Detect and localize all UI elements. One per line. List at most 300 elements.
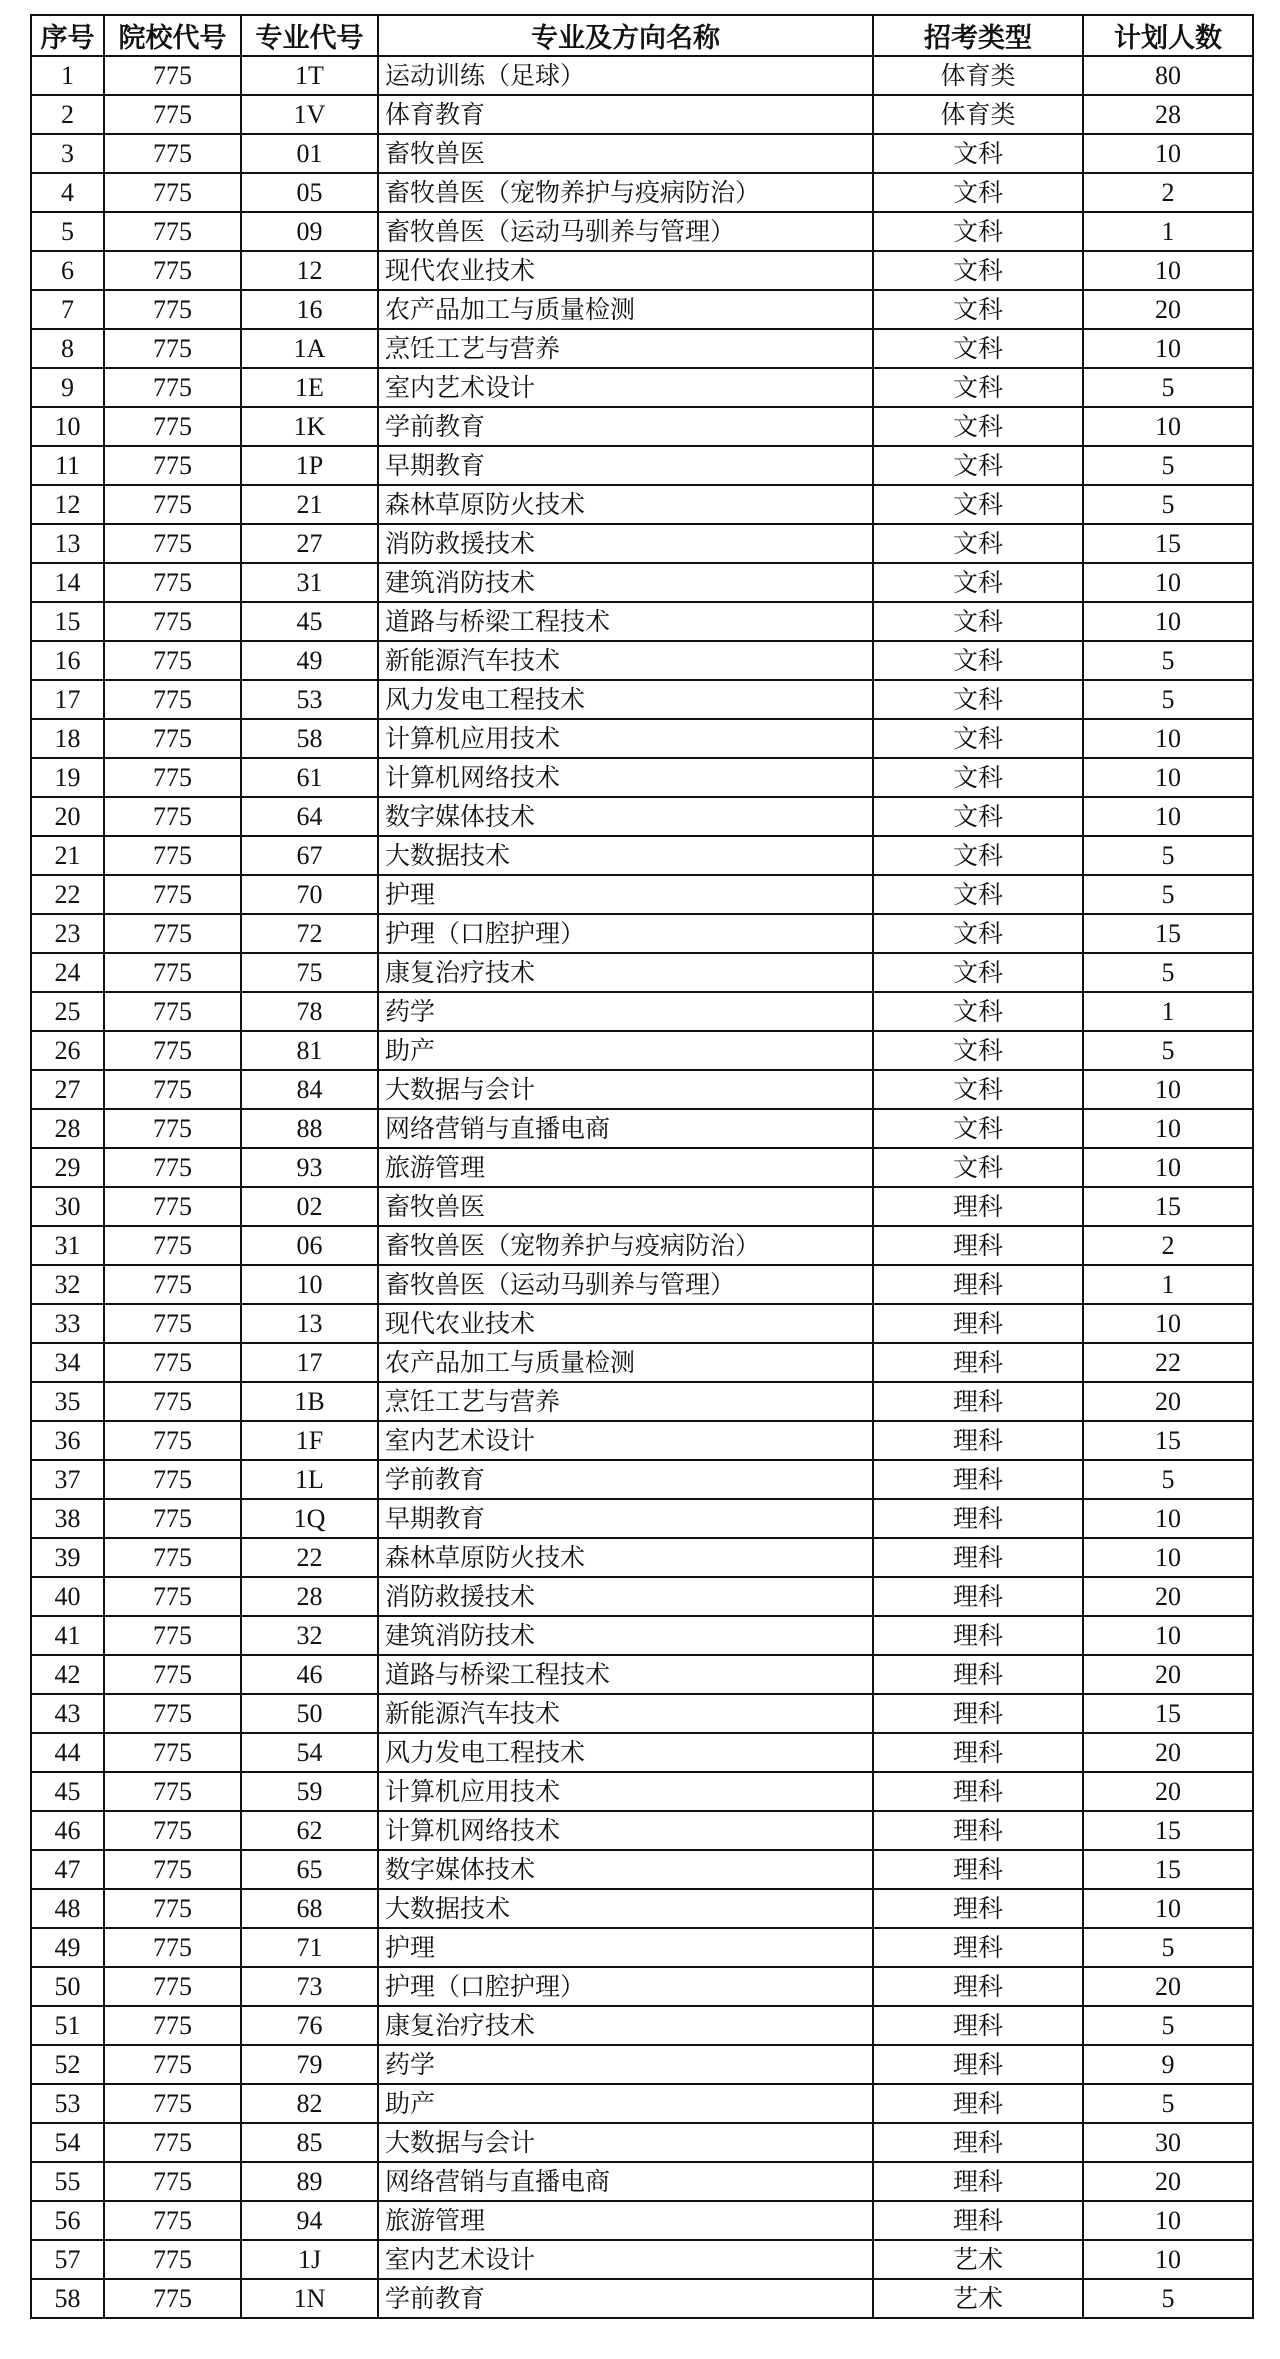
cell-planned-count: 10 [1083,1070,1253,1109]
cell-major-code: 84 [241,1070,378,1109]
cell-planned-count: 28 [1083,95,1253,134]
cell-major-name: 现代农业技术 [378,251,873,290]
cell-planned-count: 10 [1083,1616,1253,1655]
cell-school-code: 775 [104,992,241,1031]
cell-serial-number: 47 [31,1850,104,1889]
cell-school-code: 775 [104,2240,241,2279]
cell-admission-type: 理科 [873,1850,1083,1889]
cell-serial-number: 51 [31,2006,104,2045]
cell-school-code: 775 [104,56,241,95]
table-row [31,1265,1253,1304]
cell-serial-number: 20 [31,797,104,836]
table-row [31,719,1253,758]
cell-admission-type: 理科 [873,1577,1083,1616]
table-row [31,173,1253,212]
cell-admission-type: 文科 [873,680,1083,719]
cell-major-code: 76 [241,2006,378,2045]
cell-admission-type: 文科 [873,251,1083,290]
cell-school-code: 775 [104,485,241,524]
cell-major-code: 09 [241,212,378,251]
cell-planned-count: 30 [1083,2123,1253,2162]
table-row [31,134,1253,173]
cell-serial-number: 53 [31,2084,104,2123]
cell-admission-type: 艺术 [873,2240,1083,2279]
cell-major-code: 73 [241,1967,378,2006]
cell-major-name: 风力发电工程技术 [378,680,873,719]
table-row [31,914,1253,953]
cell-major-name: 森林草原防火技术 [378,485,873,524]
cell-admission-type: 文科 [873,1070,1083,1109]
table-row [31,1031,1253,1070]
cell-planned-count: 10 [1083,407,1253,446]
table-row [31,2240,1253,2279]
cell-admission-type: 文科 [873,212,1083,251]
cell-major-name: 药学 [378,2045,873,2084]
cell-major-name: 康复治疗技术 [378,953,873,992]
cell-planned-count: 5 [1083,1928,1253,1967]
cell-major-name: 数字媒体技术 [378,797,873,836]
cell-major-name: 学前教育 [378,2279,873,2318]
cell-admission-type: 文科 [873,485,1083,524]
cell-admission-type: 理科 [873,1538,1083,1577]
cell-planned-count: 10 [1083,134,1253,173]
cell-major-code: 75 [241,953,378,992]
table-row [31,2084,1253,2123]
cell-major-code: 54 [241,1733,378,1772]
cell-major-code: 71 [241,1928,378,1967]
cell-major-code: 1A [241,329,378,368]
cell-major-name: 体育教育 [378,95,873,134]
cell-serial-number: 39 [31,1538,104,1577]
cell-serial-number: 8 [31,329,104,368]
table-row [31,1226,1253,1265]
cell-serial-number: 33 [31,1304,104,1343]
cell-major-name: 室内艺术设计 [378,368,873,407]
cell-major-code: 1T [241,56,378,95]
cell-serial-number: 50 [31,1967,104,2006]
cell-major-name: 护理 [378,1928,873,1967]
cell-admission-type: 理科 [873,1733,1083,1772]
cell-admission-type: 理科 [873,2123,1083,2162]
cell-serial-number: 23 [31,914,104,953]
header-serial-number: 序号 [31,15,104,56]
cell-major-code: 72 [241,914,378,953]
cell-school-code: 775 [104,1694,241,1733]
cell-major-code: 1B [241,1382,378,1421]
cell-school-code: 775 [104,1109,241,1148]
cell-major-name: 畜牧兽医（宠物养护与疫病防治） [378,1226,873,1265]
cell-serial-number: 1 [31,56,104,95]
cell-school-code: 775 [104,407,241,446]
cell-admission-type: 文科 [873,524,1083,563]
table-row [31,1889,1253,1928]
table-row [31,1109,1253,1148]
cell-school-code: 775 [104,368,241,407]
cell-major-name: 建筑消防技术 [378,1616,873,1655]
cell-school-code: 775 [104,1850,241,1889]
cell-major-name: 建筑消防技术 [378,563,873,602]
cell-serial-number: 26 [31,1031,104,1070]
cell-major-name: 风力发电工程技术 [378,1733,873,1772]
cell-admission-type: 理科 [873,1304,1083,1343]
cell-serial-number: 19 [31,758,104,797]
cell-major-name: 网络营销与直播电商 [378,2162,873,2201]
cell-major-code: 1P [241,446,378,485]
cell-major-name: 农产品加工与质量检测 [378,290,873,329]
cell-admission-type: 理科 [873,1265,1083,1304]
table-row [31,1655,1253,1694]
header-admission-type: 招考类型 [873,15,1083,56]
table-row [31,992,1253,1031]
cell-serial-number: 3 [31,134,104,173]
cell-planned-count: 10 [1083,1889,1253,1928]
cell-planned-count: 5 [1083,2006,1253,2045]
cell-planned-count: 10 [1083,2240,1253,2279]
cell-major-name: 农产品加工与质量检测 [378,1343,873,1382]
cell-admission-type: 理科 [873,1343,1083,1382]
cell-major-code: 1J [241,2240,378,2279]
cell-major-code: 1Q [241,1499,378,1538]
cell-planned-count: 5 [1083,875,1253,914]
cell-major-name: 计算机网络技术 [378,1811,873,1850]
cell-major-code: 82 [241,2084,378,2123]
table-row [31,797,1253,836]
cell-major-code: 93 [241,1148,378,1187]
cell-school-code: 775 [104,797,241,836]
cell-major-code: 05 [241,173,378,212]
cell-admission-type: 文科 [873,407,1083,446]
cell-major-code: 59 [241,1772,378,1811]
table-row [31,2045,1253,2084]
cell-major-name: 学前教育 [378,1460,873,1499]
cell-admission-type: 理科 [873,1655,1083,1694]
cell-planned-count: 2 [1083,1226,1253,1265]
table-row [31,1187,1253,1226]
cell-planned-count: 10 [1083,758,1253,797]
cell-major-code: 1K [241,407,378,446]
cell-school-code: 775 [104,2123,241,2162]
table-row [31,2162,1253,2201]
cell-school-code: 775 [104,290,241,329]
cell-major-code: 10 [241,1265,378,1304]
cell-major-code: 1E [241,368,378,407]
cell-major-code: 67 [241,836,378,875]
cell-major-code: 65 [241,1850,378,1889]
cell-serial-number: 29 [31,1148,104,1187]
cell-admission-type: 理科 [873,2162,1083,2201]
cell-serial-number: 42 [31,1655,104,1694]
cell-planned-count: 5 [1083,836,1253,875]
cell-major-name: 大数据技术 [378,836,873,875]
cell-major-code: 1N [241,2279,378,2318]
cell-major-code: 13 [241,1304,378,1343]
cell-serial-number: 37 [31,1460,104,1499]
cell-school-code: 775 [104,1616,241,1655]
table-row [31,1850,1253,1889]
cell-planned-count: 5 [1083,485,1253,524]
cell-major-code: 28 [241,1577,378,1616]
cell-major-code: 89 [241,2162,378,2201]
cell-major-name: 新能源汽车技术 [378,641,873,680]
table-header-row [31,15,1253,56]
cell-admission-type: 文科 [873,875,1083,914]
cell-serial-number: 2 [31,95,104,134]
cell-serial-number: 5 [31,212,104,251]
cell-planned-count: 10 [1083,563,1253,602]
cell-major-code: 17 [241,1343,378,1382]
table-row [31,290,1253,329]
cell-major-code: 79 [241,2045,378,2084]
table-row [31,1733,1253,1772]
cell-major-code: 94 [241,2201,378,2240]
cell-admission-type: 理科 [873,1811,1083,1850]
table-body [31,56,1253,2318]
cell-admission-type: 体育类 [873,56,1083,95]
cell-major-name: 助产 [378,2084,873,2123]
cell-serial-number: 27 [31,1070,104,1109]
table-row [31,1772,1253,1811]
cell-planned-count: 10 [1083,1148,1253,1187]
cell-major-name: 运动训练（足球） [378,56,873,95]
cell-admission-type: 文科 [873,329,1083,368]
cell-major-name: 室内艺术设计 [378,1421,873,1460]
cell-planned-count: 10 [1083,1538,1253,1577]
cell-planned-count: 10 [1083,719,1253,758]
table-row [31,953,1253,992]
cell-major-code: 01 [241,134,378,173]
table-row [31,56,1253,95]
cell-major-code: 1F [241,1421,378,1460]
table-row [31,1577,1253,1616]
table-row [31,1421,1253,1460]
cell-serial-number: 44 [31,1733,104,1772]
table-row [31,485,1253,524]
cell-major-code: 61 [241,758,378,797]
cell-serial-number: 24 [31,953,104,992]
cell-planned-count: 10 [1083,602,1253,641]
cell-major-name: 早期教育 [378,1499,873,1538]
cell-admission-type: 文科 [873,953,1083,992]
cell-school-code: 775 [104,1382,241,1421]
cell-major-name: 计算机应用技术 [378,1772,873,1811]
cell-admission-type: 理科 [873,2201,1083,2240]
cell-serial-number: 22 [31,875,104,914]
cell-admission-type: 理科 [873,1694,1083,1733]
cell-school-code: 775 [104,875,241,914]
cell-school-code: 775 [104,2162,241,2201]
cell-major-code: 62 [241,1811,378,1850]
cell-serial-number: 48 [31,1889,104,1928]
cell-major-code: 21 [241,485,378,524]
cell-school-code: 775 [104,2045,241,2084]
cell-major-name: 学前教育 [378,407,873,446]
cell-serial-number: 55 [31,2162,104,2201]
cell-planned-count: 5 [1083,1031,1253,1070]
cell-admission-type: 文科 [873,1109,1083,1148]
cell-admission-type: 理科 [873,1967,1083,2006]
cell-school-code: 775 [104,1187,241,1226]
cell-planned-count: 9 [1083,2045,1253,2084]
cell-admission-type: 理科 [873,1226,1083,1265]
cell-major-name: 畜牧兽医（宠物养护与疫病防治） [378,173,873,212]
enrollment-plan-table [30,14,1254,2319]
table-row [31,407,1253,446]
table-row [31,836,1253,875]
cell-planned-count: 20 [1083,1382,1253,1421]
cell-major-name: 消防救援技术 [378,524,873,563]
cell-admission-type: 理科 [873,1616,1083,1655]
cell-planned-count: 1 [1083,992,1253,1031]
cell-major-name: 道路与桥梁工程技术 [378,1655,873,1694]
table-row [31,563,1253,602]
cell-planned-count: 5 [1083,641,1253,680]
cell-serial-number: 46 [31,1811,104,1850]
table-row [31,1811,1253,1850]
cell-school-code: 775 [104,1538,241,1577]
cell-admission-type: 理科 [873,1421,1083,1460]
cell-major-code: 58 [241,719,378,758]
cell-planned-count: 20 [1083,1577,1253,1616]
cell-admission-type: 文科 [873,1148,1083,1187]
cell-school-code: 775 [104,1031,241,1070]
table-row [31,1967,1253,2006]
cell-school-code: 775 [104,1733,241,1772]
cell-planned-count: 10 [1083,2201,1253,2240]
header-major-name: 专业及方向名称 [378,15,873,56]
cell-serial-number: 58 [31,2279,104,2318]
cell-major-name: 森林草原防火技术 [378,1538,873,1577]
cell-planned-count: 15 [1083,1421,1253,1460]
table-row [31,1460,1253,1499]
cell-major-name: 计算机应用技术 [378,719,873,758]
cell-major-code: 49 [241,641,378,680]
cell-planned-count: 10 [1083,329,1253,368]
cell-planned-count: 22 [1083,1343,1253,1382]
cell-serial-number: 14 [31,563,104,602]
cell-school-code: 775 [104,329,241,368]
cell-school-code: 775 [104,251,241,290]
cell-planned-count: 20 [1083,1967,1253,2006]
cell-planned-count: 10 [1083,1499,1253,1538]
cell-major-name: 道路与桥梁工程技术 [378,602,873,641]
cell-major-code: 70 [241,875,378,914]
cell-major-code: 53 [241,680,378,719]
cell-serial-number: 6 [31,251,104,290]
cell-serial-number: 41 [31,1616,104,1655]
cell-school-code: 775 [104,2279,241,2318]
cell-planned-count: 15 [1083,1187,1253,1226]
table-row [31,446,1253,485]
cell-major-code: 32 [241,1616,378,1655]
cell-major-code: 1L [241,1460,378,1499]
cell-serial-number: 56 [31,2201,104,2240]
cell-major-name: 数字媒体技术 [378,1850,873,1889]
cell-school-code: 775 [104,1811,241,1850]
cell-major-name: 护理 [378,875,873,914]
cell-school-code: 775 [104,134,241,173]
cell-major-code: 85 [241,2123,378,2162]
cell-school-code: 775 [104,602,241,641]
cell-school-code: 775 [104,563,241,602]
table-row [31,524,1253,563]
cell-school-code: 775 [104,2201,241,2240]
cell-school-code: 775 [104,719,241,758]
cell-school-code: 775 [104,2006,241,2045]
cell-serial-number: 52 [31,2045,104,2084]
cell-admission-type: 理科 [873,1772,1083,1811]
table-row [31,329,1253,368]
cell-admission-type: 理科 [873,1187,1083,1226]
cell-serial-number: 36 [31,1421,104,1460]
cell-admission-type: 理科 [873,1928,1083,1967]
cell-serial-number: 25 [31,992,104,1031]
cell-serial-number: 35 [31,1382,104,1421]
cell-major-code: 27 [241,524,378,563]
table-row [31,680,1253,719]
cell-major-code: 50 [241,1694,378,1733]
cell-school-code: 775 [104,1655,241,1694]
cell-major-code: 22 [241,1538,378,1577]
table-row [31,95,1253,134]
cell-major-code: 02 [241,1187,378,1226]
cell-serial-number: 38 [31,1499,104,1538]
cell-serial-number: 49 [31,1928,104,1967]
cell-major-name: 计算机网络技术 [378,758,873,797]
cell-serial-number: 12 [31,485,104,524]
table-row [31,1304,1253,1343]
cell-serial-number: 18 [31,719,104,758]
cell-major-name: 烹饪工艺与营养 [378,329,873,368]
table-row [31,1148,1253,1187]
cell-major-name: 畜牧兽医 [378,134,873,173]
cell-school-code: 775 [104,1070,241,1109]
cell-admission-type: 文科 [873,836,1083,875]
cell-major-name: 畜牧兽医（运动马驯养与管理） [378,1265,873,1304]
cell-admission-type: 文科 [873,641,1083,680]
cell-planned-count: 5 [1083,2084,1253,2123]
cell-school-code: 775 [104,914,241,953]
cell-major-name: 大数据与会计 [378,1070,873,1109]
header-major-code: 专业代号 [241,15,378,56]
table-row [31,1694,1253,1733]
cell-school-code: 775 [104,212,241,251]
cell-school-code: 775 [104,680,241,719]
cell-planned-count: 20 [1083,1733,1253,1772]
cell-admission-type: 文科 [873,719,1083,758]
cell-serial-number: 30 [31,1187,104,1226]
cell-school-code: 775 [104,1148,241,1187]
cell-school-code: 775 [104,446,241,485]
cell-planned-count: 5 [1083,368,1253,407]
cell-admission-type: 文科 [873,1031,1083,1070]
cell-school-code: 775 [104,1772,241,1811]
cell-school-code: 775 [104,1889,241,1928]
cell-admission-type: 理科 [873,1460,1083,1499]
cell-planned-count: 1 [1083,1265,1253,1304]
cell-major-code: 06 [241,1226,378,1265]
cell-serial-number: 34 [31,1343,104,1382]
cell-admission-type: 文科 [873,173,1083,212]
table-row [31,641,1253,680]
cell-serial-number: 45 [31,1772,104,1811]
table-row [31,2123,1253,2162]
cell-school-code: 775 [104,1421,241,1460]
cell-major-name: 旅游管理 [378,1148,873,1187]
table-row [31,758,1253,797]
cell-admission-type: 文科 [873,797,1083,836]
cell-school-code: 775 [104,1226,241,1265]
cell-school-code: 775 [104,173,241,212]
